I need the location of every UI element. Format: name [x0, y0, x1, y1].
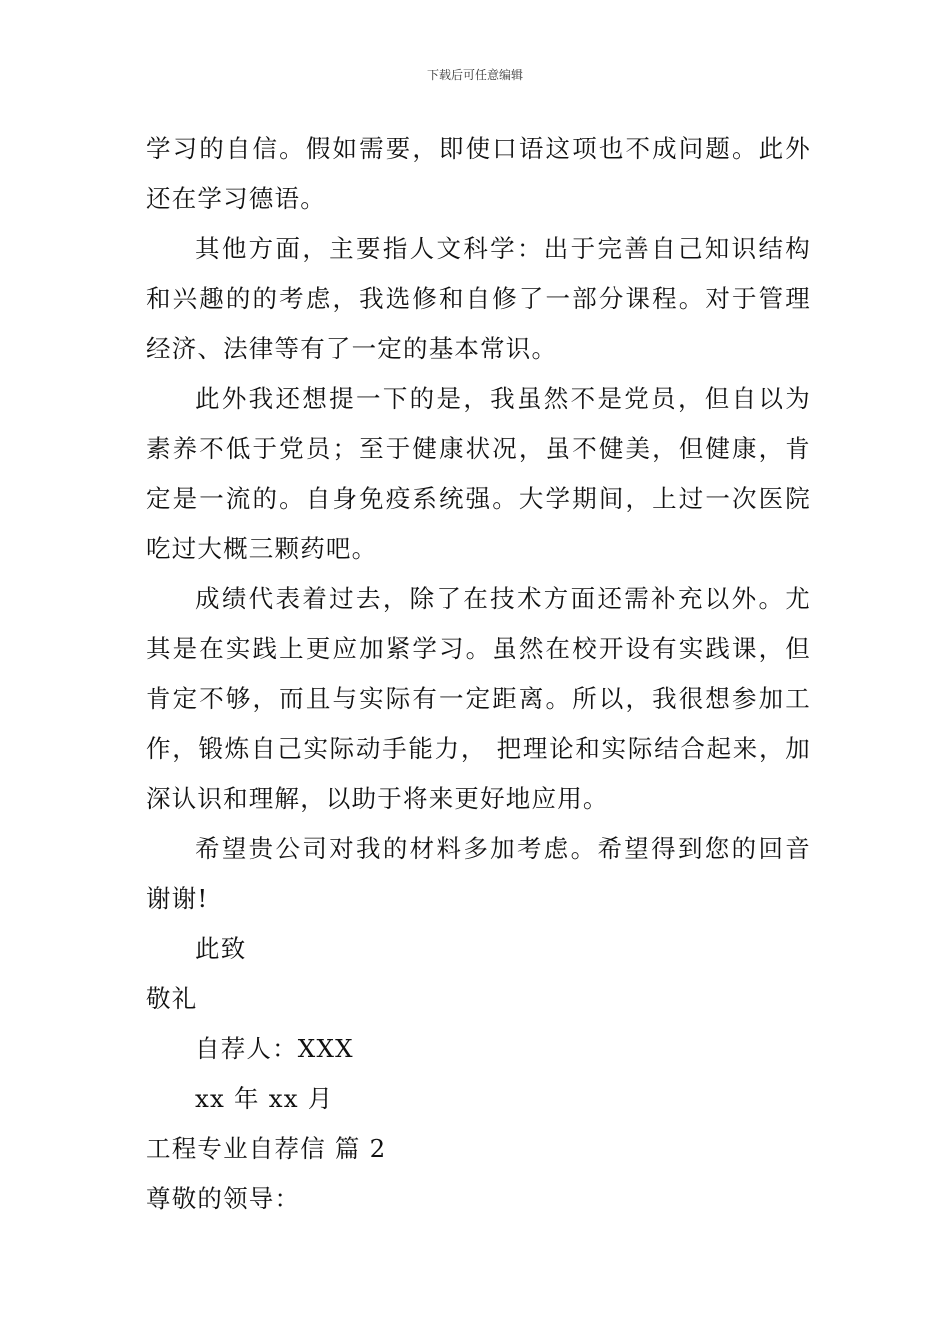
- signature-line: 自荐人：XXX: [195, 1034, 354, 1063]
- paragraph-self-confidence: 学习的自信。假如需要，即使口语这项也不成问题。此外还在学习德语。: [146, 134, 811, 213]
- salutation: 尊敬的领导：: [146, 1184, 301, 1213]
- paragraph-health: 此外我还想提一下的是，我虽然不是党员，但自以为素养不低于党员；至于健康状况，虽不健美，但健康，肯定是一流的。自身免疫系统强。大学期间，上过一次医院吃过大概三颗药吧。: [146, 384, 811, 563]
- paragraph-request: 希望贵公司对我的材料多加考虑。希望得到您的回音谢谢!: [146, 834, 811, 913]
- section-title-part-2: 工程专业自荐信 篇 2: [146, 1134, 387, 1163]
- closing-jingli: 敬礼: [146, 984, 198, 1013]
- page-header: 下载后可任意编辑: [426, 68, 523, 82]
- date-line: xx 年 xx 月: [195, 1084, 334, 1113]
- letter-body: [146, 124, 811, 1224]
- paragraph-practice: 成绩代表着过去，除了在技术方面还需补充以外。尤其是在实践上更应加紧学习。虽然在校开设有实践课，但肯定不够，而且与实际有一定距离。所以，我很想参加工作，锻炼自己实际动手能力， 把理论和实际结合起来，加深认识和理解，以助于将来更好地应用。: [146, 584, 811, 813]
- paragraph-humanities: 其他方面，主要指人文科学：出于完善自己知识结构和兴趣的的考虑，我选修和自修了一部分课程。对于管理经济、法律等有了一定的基本常识。: [146, 234, 811, 363]
- closing-cizhi: 此致: [195, 934, 247, 963]
